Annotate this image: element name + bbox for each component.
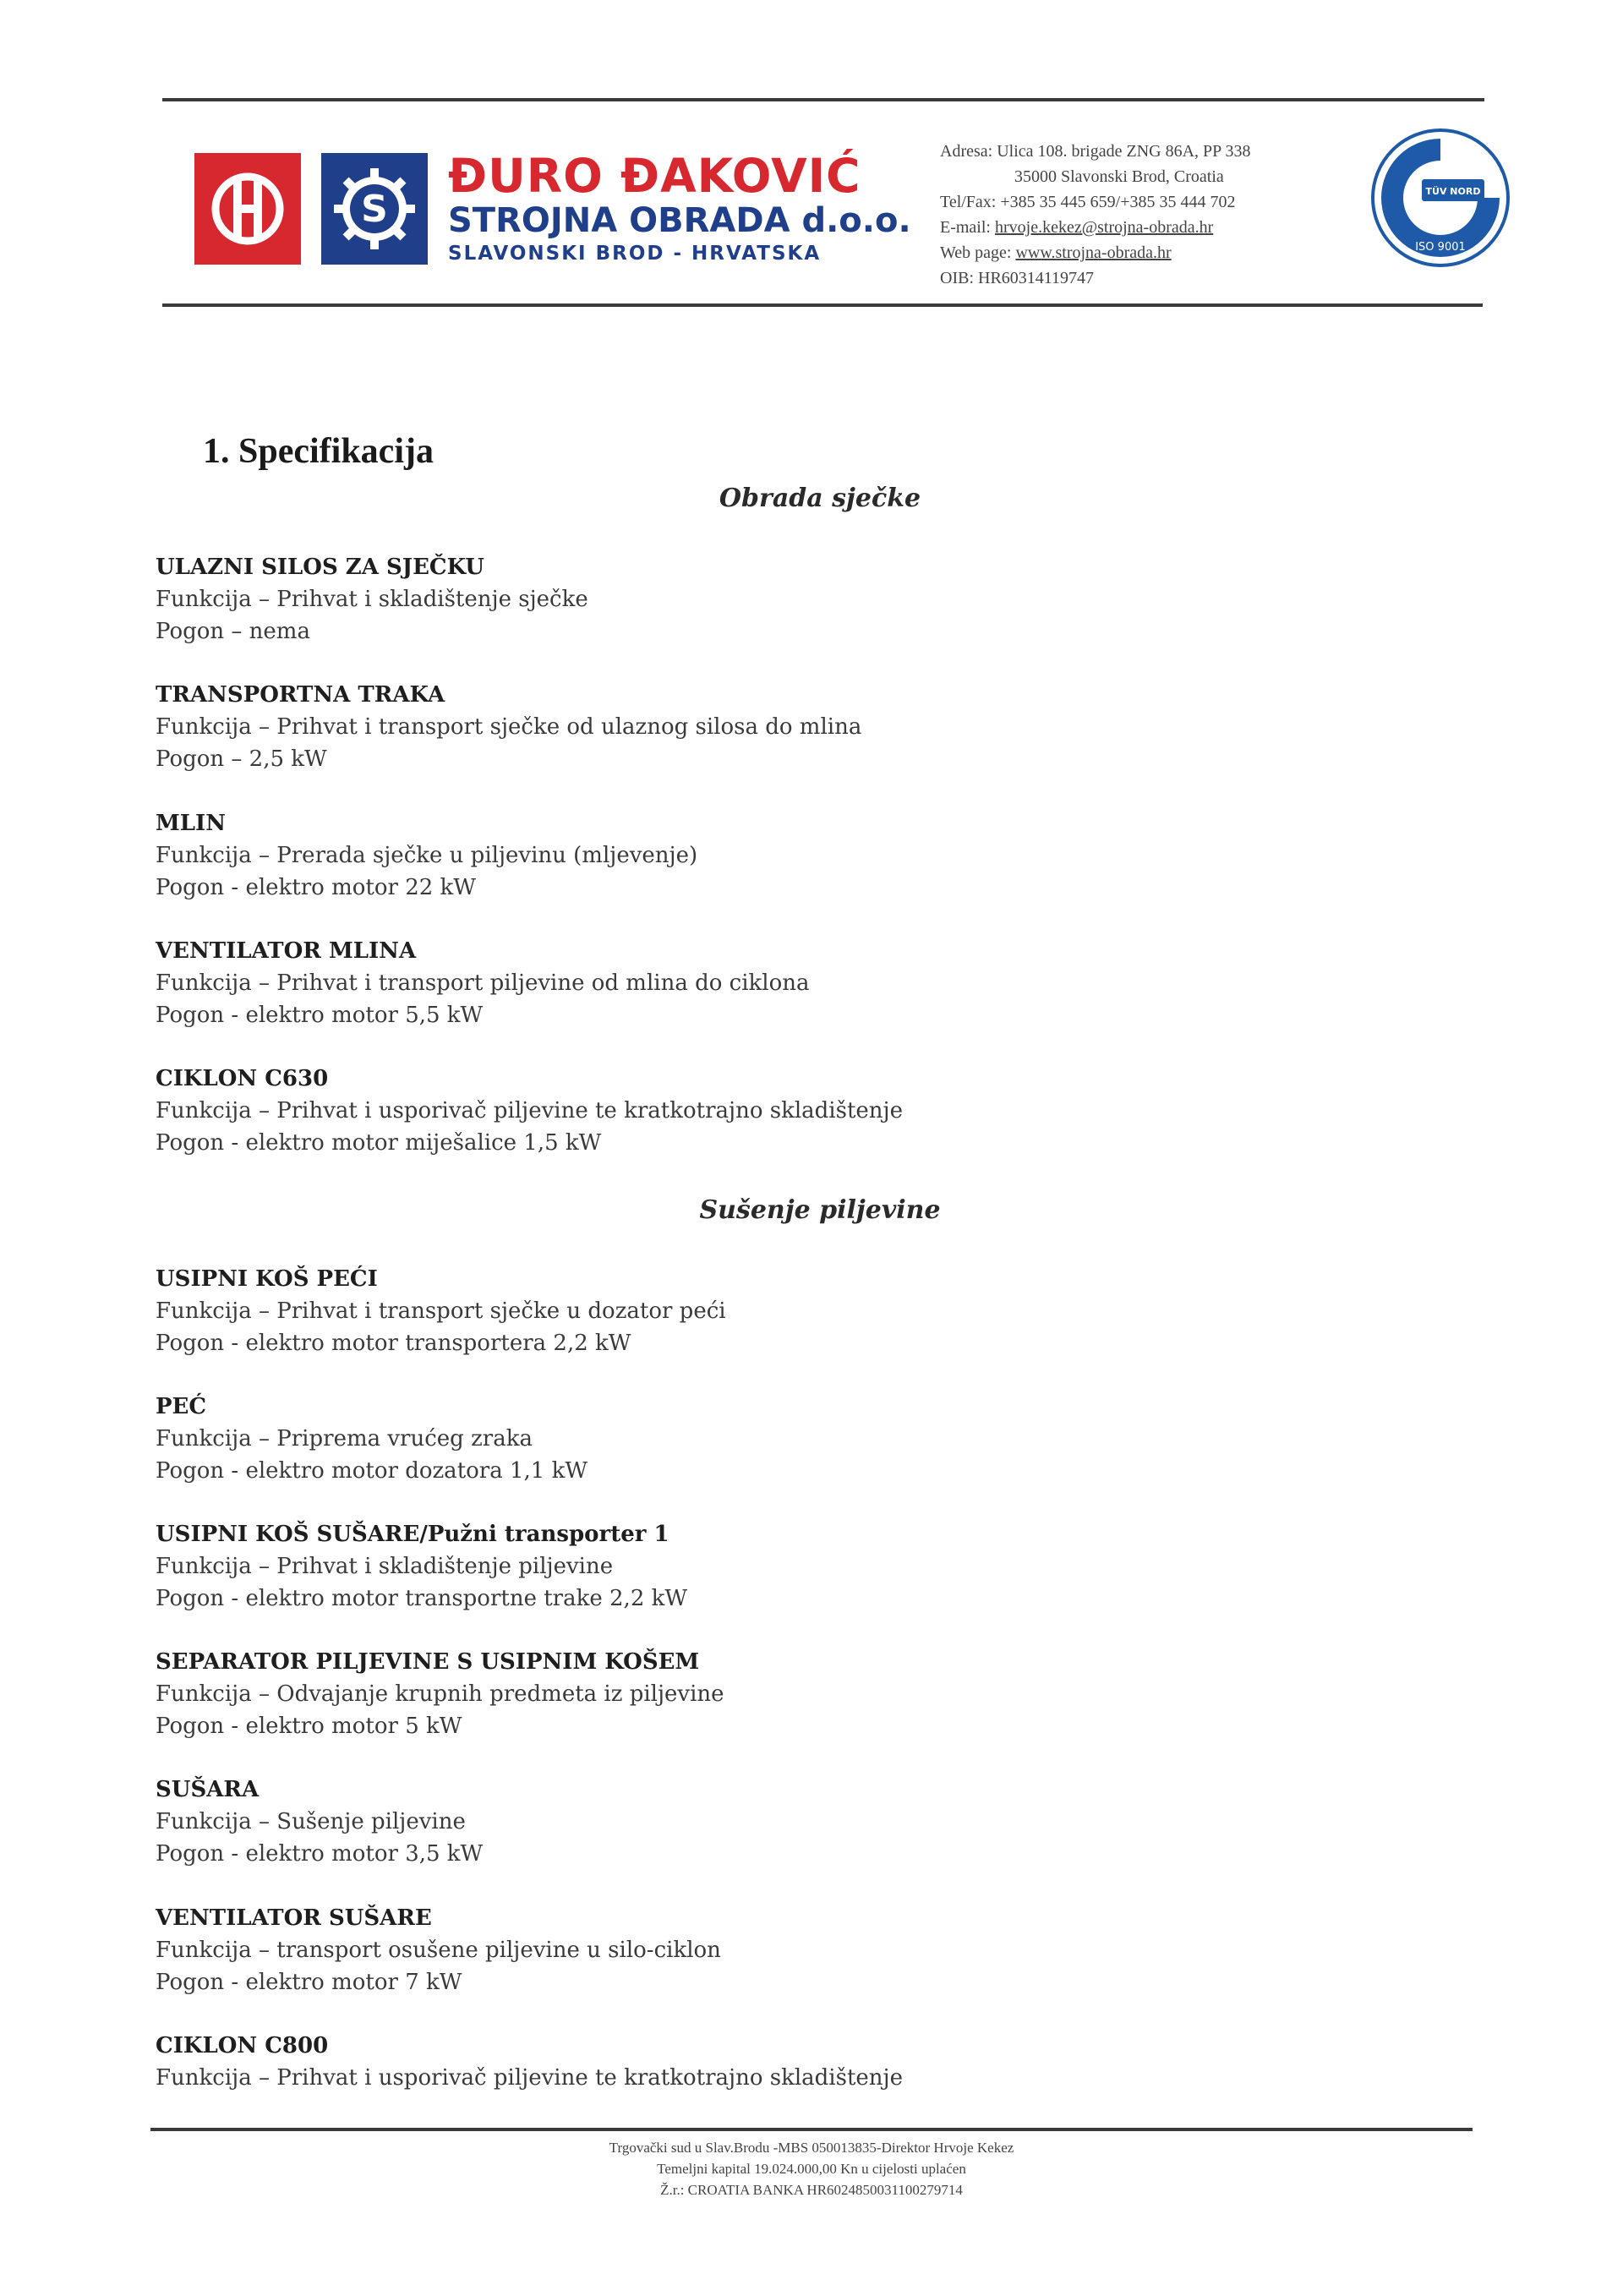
item-drive: Pogon - elektro motor 7 kW	[156, 1970, 462, 1995]
web-link[interactable]: www.strojna-obrada.hr	[1015, 243, 1172, 262]
email-line	[940, 215, 1371, 240]
item-title: VENTILATOR SUŠARE	[156, 1905, 432, 1931]
item-function: Funkcija – Prihvat i transport piljevine od mlina do ciklona	[156, 970, 810, 996]
list-item	[156, 1902, 1424, 1998]
item-function: Funkcija – Prihvat i skladištenje piljevine	[156, 1554, 614, 1579]
footer-line: Temeljni kapital 19.024.000,00 Kn u cijelosti uplaćen	[657, 2161, 966, 2177]
item-function: Funkcija – Prihvat i transport sječke u dozator peći	[156, 1298, 726, 1324]
company-name-block	[448, 150, 911, 267]
item-drive: Pogon – nema	[156, 619, 310, 644]
list-item	[156, 1518, 1424, 1615]
item-title: CIKLON C800	[156, 2033, 329, 2058]
page-heading: 1. Specifikacija	[203, 432, 434, 471]
item-function: Funkcija – Prerada sječke u piljevinu (mljevenje)	[156, 843, 698, 868]
header-top-rule	[162, 98, 1484, 101]
footer-line: Ž.r.: CROATIA BANKA HR6024850031100279714	[660, 2182, 963, 2198]
iso-badge-bottom-text: ISO 9001	[1415, 241, 1466, 254]
section-title-susenje: Sušenje piljevine	[699, 1195, 941, 1225]
web-line	[940, 240, 1371, 265]
item-title: CIKLON C630	[156, 1066, 329, 1091]
iso-9001-badge-icon	[1369, 127, 1511, 269]
item-drive: Pogon - elektro motor transportne trake 2,2 kW	[156, 1586, 688, 1611]
list-item	[156, 2030, 1424, 2094]
address-line: Adresa: Ulica 108. brigade ZNG 86A, PP 338	[940, 142, 1251, 161]
item-function: Funkcija – Prihvat i skladištenje sječke	[156, 587, 588, 612]
item-function: Funkcija – transport osušene piljevine u silo-ciklon	[156, 1938, 721, 1963]
footer-rule	[150, 2128, 1473, 2131]
email-label: E-mail:	[940, 218, 991, 237]
dd-logo-icon	[194, 153, 301, 265]
item-function: Funkcija – Sušenje piljevine	[156, 1809, 466, 1834]
list-item	[156, 1063, 1424, 1159]
item-drive: Pogon - elektro motor miješalice 1,5 kW	[156, 1130, 602, 1156]
header-bottom-rule	[162, 303, 1483, 307]
item-drive: Pogon - elektro motor 5,5 kW	[156, 1003, 484, 1028]
item-drive: Pogon – 2,5 kW	[156, 746, 327, 772]
iso-badge-top-text: TÜV NORD	[1425, 186, 1481, 197]
item-title: VENTILATOR MLINA	[156, 938, 417, 964]
list-item	[156, 1646, 1424, 1742]
item-title: SUŠARA	[156, 1777, 260, 1802]
item-drive: Pogon - elektro motor 3,5 kW	[156, 1841, 484, 1867]
list-item	[156, 1263, 1424, 1359]
list-item	[156, 807, 1424, 904]
list-item	[156, 1774, 1424, 1870]
email-link[interactable]: hrvoje.kekez@strojna-obrada.hr	[994, 218, 1214, 237]
item-title: SEPARATOR PILJEVINE S USIPNIM KOŠEM	[156, 1649, 700, 1675]
item-drive: Pogon - elektro motor dozatora 1,1 kW	[156, 1458, 588, 1484]
item-function: Funkcija – Odvajanje krupnih predmeta iz piljevine	[156, 1681, 724, 1707]
item-title: USIPNI KOŠ SUŠARE/Pužni transporter 1	[156, 1522, 669, 1547]
list-item	[156, 935, 1424, 1031]
footer-line: Trgovački sud u Slav.Brodu -MBS 050013835-Direktor Hrvoje Kekez	[609, 2140, 1014, 2156]
item-function: Funkcija – Priprema vrućeg zraka	[156, 1426, 533, 1451]
company-place: SLAVONSKI BROD - HRVATSKA	[448, 243, 822, 265]
item-function: Funkcija – Prihvat i transport sječke od ulaznog silosa do mlina	[156, 714, 862, 740]
item-title: MLIN	[156, 811, 226, 836]
item-drive: Pogon - elektro motor 22 kW	[156, 875, 477, 900]
footer	[0, 2137, 1623, 2200]
item-drive: Pogon - elektro motor transportera 2,2 kW	[156, 1331, 631, 1356]
company-name: ĐURO ĐAKOVIĆ	[448, 149, 861, 203]
list-item	[156, 679, 1424, 775]
phone-line: Tel/Fax: +385 35 445 659/+385 35 444 702	[940, 193, 1236, 211]
svg-text:S: S	[361, 188, 388, 231]
item-function: Funkcija – Prihvat i usporivač piljevine te kratkotrajno skladištenje	[156, 2065, 903, 2091]
company-logo-block	[194, 150, 911, 267]
item-title: PEĆ	[156, 1394, 207, 1419]
list-item	[156, 551, 1424, 648]
item-title: USIPNI KOŠ PEĆI	[156, 1266, 378, 1292]
item-title: TRANSPORTNA TRAKA	[156, 682, 445, 708]
section-title-obrada: Obrada sječke	[719, 484, 921, 513]
item-title: ULAZNI SILOS ZA SJEČKU	[156, 555, 484, 580]
company-division: STROJNA OBRADA d.o.o.	[448, 201, 911, 240]
web-label: Web page:	[940, 243, 1012, 262]
contact-block	[940, 139, 1371, 291]
list-item	[156, 1391, 1424, 1487]
item-function: Funkcija – Prihvat i usporivač piljevine te kratkotrajno skladištenje	[156, 1098, 903, 1123]
city-line: 35000 Slavonski Brod, Croatia	[1014, 167, 1224, 186]
item-drive: Pogon - elektro motor 5 kW	[156, 1714, 462, 1739]
oib-line: OIB: HR60314119747	[940, 269, 1095, 287]
strojna-obrada-gear-logo-icon	[321, 153, 428, 265]
